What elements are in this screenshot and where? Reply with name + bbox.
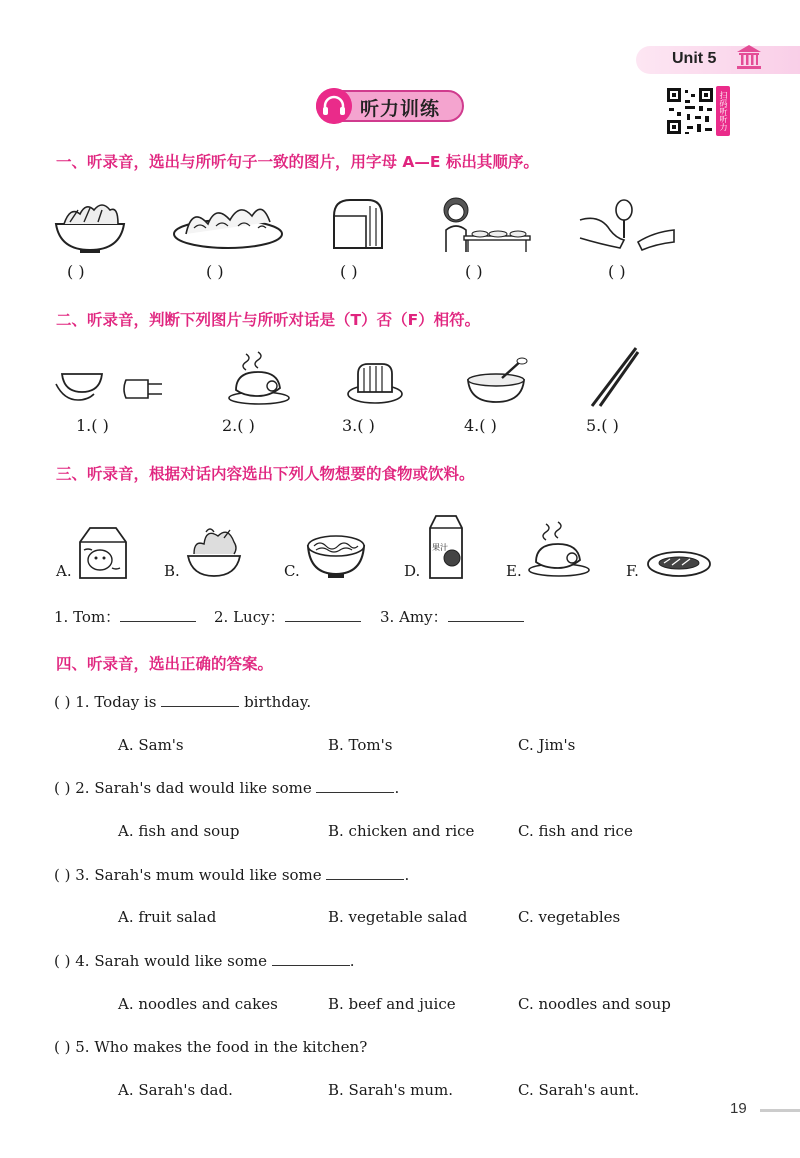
- question-3-text: 3. Sarah's mum would like some: [75, 866, 322, 884]
- roast-chicken-icon: [526, 520, 592, 578]
- question-3-blank[interactable]: [326, 865, 404, 880]
- soup-bowl-icon: [466, 356, 528, 406]
- juice-carton-icon: [426, 512, 466, 580]
- question-4-text: 4. Sarah would like some: [75, 952, 267, 970]
- question-3-option-a[interactable]: A. fruit salad: [118, 908, 217, 926]
- section1-answer-a[interactable]: ( ): [67, 262, 85, 281]
- question-2-option-c[interactable]: C. fish and rice: [518, 822, 633, 840]
- question-4-paren[interactable]: ( ): [54, 952, 71, 970]
- question-3-option-c[interactable]: C. vegetables: [518, 908, 621, 926]
- person-line-tom: [54, 606, 196, 627]
- girl-cooking-icon: [436, 194, 532, 254]
- person-lucy-label: 2. Lucy：: [214, 608, 285, 626]
- banner-title: 听力训练: [360, 98, 441, 120]
- noodle-bowl-icon: [54, 200, 126, 254]
- section1-title: 一、听录音，选出与所听句子一致的图片，用字母 A—E 标出其顺序。: [56, 153, 539, 171]
- option-b: B.: [164, 562, 180, 580]
- person-amy-label: 3. Amy：: [380, 608, 448, 626]
- question-4: [54, 951, 355, 970]
- question-4-blank[interactable]: [272, 951, 350, 966]
- question-5: [54, 1038, 367, 1056]
- question-1-option-c[interactable]: C. Jim's: [518, 736, 576, 754]
- section2-title: 二、听录音，判断下列图片与所听对话是（T）否（F）相符。: [56, 311, 481, 329]
- question-3-text-end: .: [404, 866, 410, 884]
- question-4-option-b[interactable]: B. beef and juice: [328, 995, 456, 1013]
- temple-icon: [736, 44, 762, 70]
- unit-label: Unit 5: [672, 50, 717, 67]
- unit-tab: [636, 46, 800, 74]
- question-2-text-end: .: [394, 779, 400, 797]
- page-divider: [760, 1109, 800, 1112]
- section3-title: 三、听录音，根据对话内容选出下列人物想要的食物或饮料。: [56, 465, 475, 483]
- page-number: 19: [730, 1100, 747, 1117]
- qr-code-icon[interactable]: [665, 86, 715, 136]
- question-1-text-end: birthday.: [244, 693, 312, 711]
- bowl-hands-icon: [54, 364, 166, 406]
- question-1: [54, 692, 311, 711]
- bread-loaf-icon: [330, 194, 384, 254]
- question-1-option-a[interactable]: A. Sam's: [118, 736, 184, 754]
- section2-item-5[interactable]: 5.( ): [586, 416, 619, 435]
- question-1-paren[interactable]: ( ): [54, 693, 71, 711]
- question-2-option-b[interactable]: B. chicken and rice: [328, 822, 475, 840]
- option-f: F.: [626, 562, 639, 580]
- vegetable-bowl-icon: [184, 524, 244, 580]
- question-2-text: 2. Sarah's dad would like some: [75, 779, 312, 797]
- section1-answer-d[interactable]: ( ): [465, 262, 483, 281]
- noodle-bowl-icon: [306, 522, 366, 580]
- chopsticks-icon: [588, 344, 640, 408]
- person-line-amy: [380, 606, 524, 627]
- question-1-blank[interactable]: [161, 692, 239, 707]
- person-line-lucy: [214, 606, 361, 627]
- lucy-answer-blank[interactable]: [285, 607, 361, 622]
- juice-label: 果汁: [432, 543, 448, 552]
- question-3-option-b[interactable]: B. vegetable salad: [328, 908, 468, 926]
- pouring-sauce-icon: [578, 196, 678, 254]
- question-2-paren[interactable]: ( ): [54, 779, 71, 797]
- question-2: [54, 778, 399, 797]
- section1-answer-b[interactable]: ( ): [206, 262, 224, 281]
- option-c: C.: [284, 562, 300, 580]
- section2-item-3[interactable]: 3.( ): [342, 416, 375, 435]
- steak-plate-icon: [646, 548, 712, 578]
- milk-carton-icon: [76, 522, 130, 580]
- person-tom-label: 1. Tom：: [54, 608, 121, 626]
- section2-item-4[interactable]: 4.( ): [464, 416, 497, 435]
- question-3-paren[interactable]: ( ): [54, 866, 71, 884]
- question-5-option-c[interactable]: C. Sarah's aunt.: [518, 1081, 640, 1099]
- amy-answer-blank[interactable]: [448, 607, 524, 622]
- section2-item-2[interactable]: 2.( ): [222, 416, 255, 435]
- question-1-text: 1. Today is: [75, 693, 157, 711]
- scan-label: 扫码听听力: [716, 86, 730, 136]
- tom-answer-blank[interactable]: [120, 607, 196, 622]
- question-5-text: 5. Who makes the food in the kitchen?: [75, 1038, 368, 1056]
- listening-banner: [316, 88, 464, 124]
- question-5-option-a[interactable]: A. Sarah's dad.: [118, 1081, 233, 1099]
- question-5-option-b[interactable]: B. Sarah's mum.: [328, 1081, 454, 1099]
- question-3: [54, 865, 409, 884]
- roast-chicken-icon: [226, 350, 292, 406]
- section2-item-1[interactable]: 1.( ): [76, 416, 109, 435]
- question-4-text-end: .: [349, 952, 355, 970]
- option-d: D.: [404, 562, 421, 580]
- question-4-option-a[interactable]: A. noodles and cakes: [118, 995, 278, 1013]
- question-2-blank[interactable]: [316, 778, 394, 793]
- question-1-option-b[interactable]: B. Tom's: [328, 736, 393, 754]
- option-e: E.: [506, 562, 522, 580]
- question-5-paren[interactable]: ( ): [54, 1038, 71, 1056]
- section4-title: 四、听录音，选出正确的答案。: [56, 655, 274, 673]
- question-4-option-c[interactable]: C. noodles and soup: [518, 995, 671, 1013]
- section1-answer-e[interactable]: ( ): [608, 262, 626, 281]
- bread-plate-icon: [346, 356, 404, 406]
- headphones-icon: [316, 88, 352, 124]
- question-2-option-a[interactable]: A. fish and soup: [118, 822, 240, 840]
- section1-answer-c[interactable]: ( ): [340, 262, 358, 281]
- option-a: A.: [56, 562, 72, 580]
- dumplings-plate-icon: [172, 200, 284, 250]
